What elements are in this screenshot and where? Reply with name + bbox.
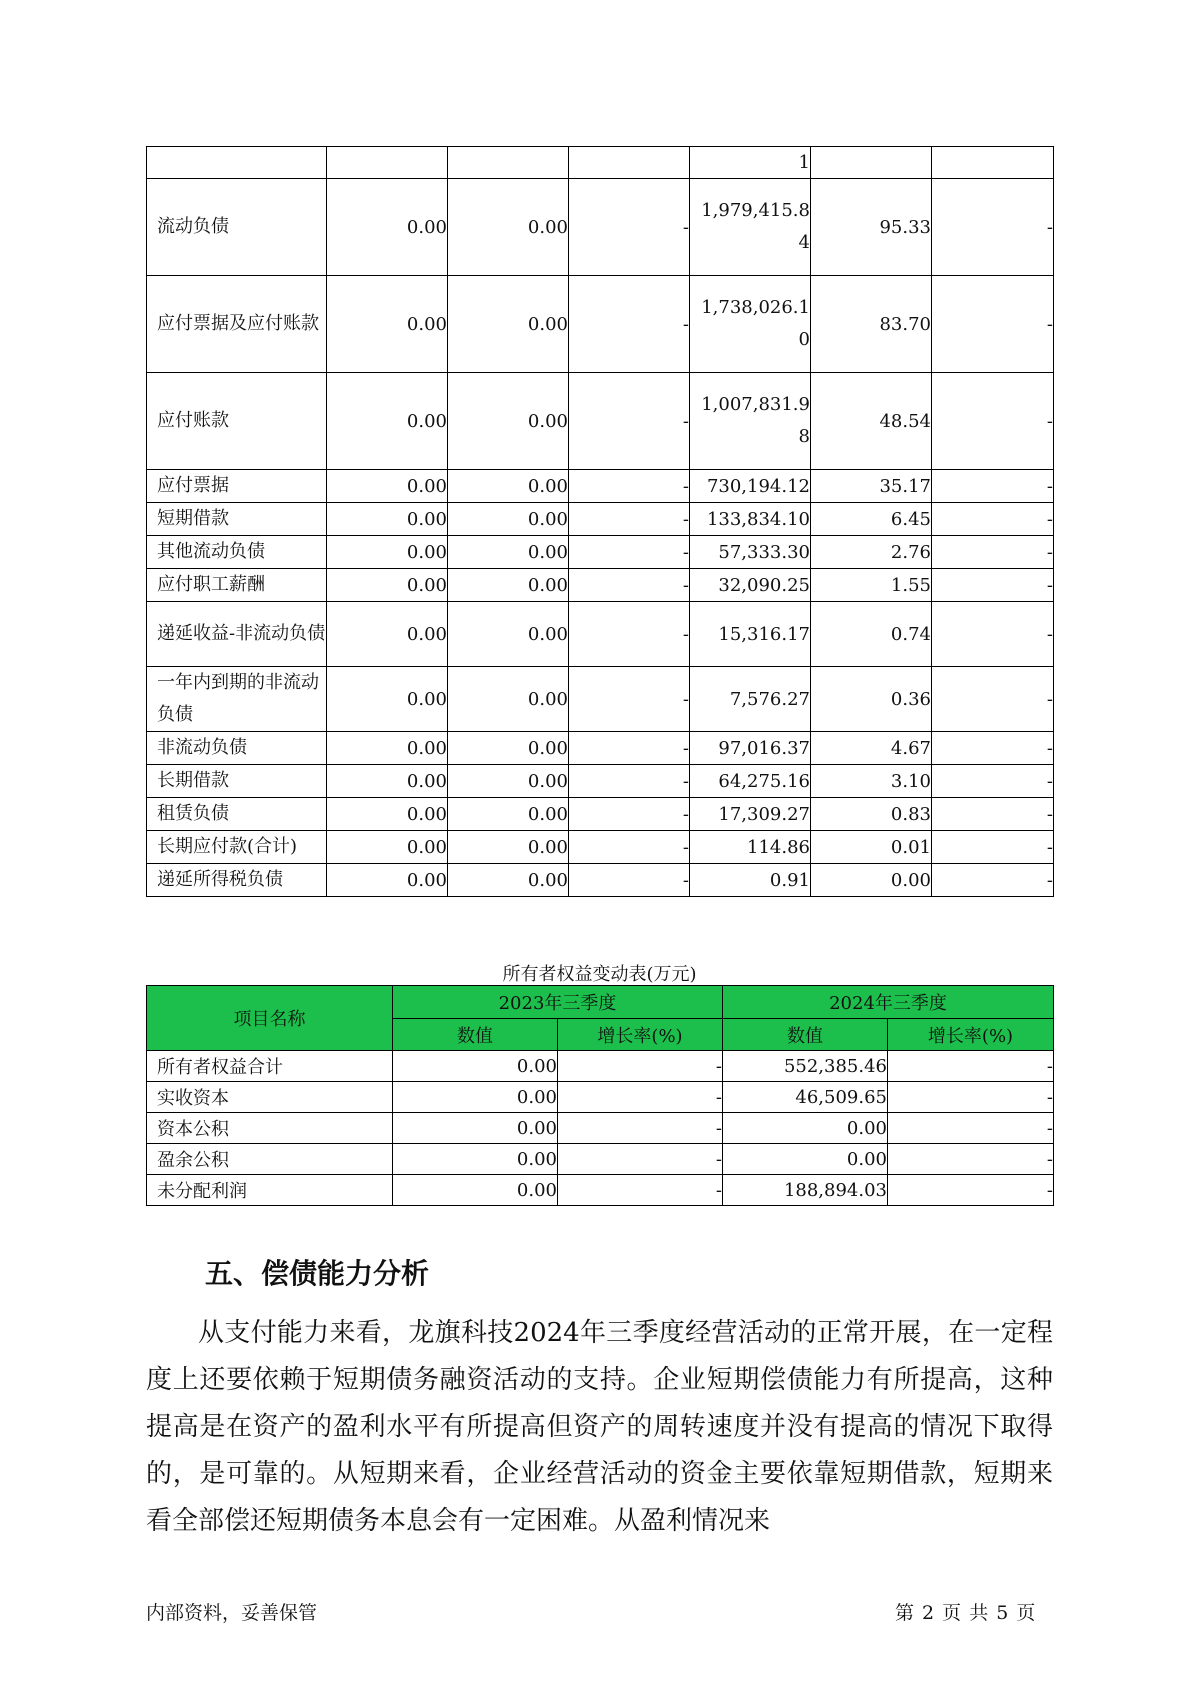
row-name: 实收资本	[147, 1082, 393, 1113]
row-name: 应付票据及应付账款	[147, 276, 327, 373]
value-2023: 0.00	[448, 732, 569, 765]
growth-2023: -	[569, 276, 690, 373]
value-2024: 15,316.17	[690, 602, 811, 667]
row-name: 未分配利润	[147, 1175, 393, 1206]
growth-2024: -	[888, 1144, 1054, 1175]
share-2024: 83.70	[811, 276, 932, 373]
table-row	[147, 602, 1054, 667]
growth-2023: -	[569, 798, 690, 831]
value-2023: 0.00	[327, 179, 448, 276]
row-name: 资本公积	[147, 1113, 393, 1144]
value-2023: 0.00	[327, 864, 448, 897]
growth-2023: -	[569, 765, 690, 798]
value-2023: 0.00	[393, 1144, 558, 1175]
value-2024: 0.91	[690, 864, 811, 897]
share-2024: 0.74	[811, 602, 932, 667]
table-row	[147, 864, 1054, 897]
table-cell: 1	[690, 147, 811, 179]
growth: -	[932, 373, 1054, 470]
value-2023: 0.00	[448, 536, 569, 569]
table-row	[147, 1144, 1054, 1175]
value-2024: 552,385.46	[723, 1051, 888, 1082]
footer-note: 内部资料，妥善保管	[146, 1602, 318, 1624]
row-name: 应付职工薪酬	[147, 569, 327, 602]
value-2024: 188,894.03	[723, 1175, 888, 1206]
growth: -	[932, 798, 1054, 831]
share-2024: 4.67	[811, 732, 932, 765]
header-growth: 增长率(%)	[558, 1019, 723, 1051]
value-2023: 0.00	[393, 1082, 558, 1113]
share-2024: 48.54	[811, 373, 932, 470]
value-2023: 0.00	[448, 798, 569, 831]
row-name: 短期借款	[147, 503, 327, 536]
value-2023: 0.00	[327, 470, 448, 503]
value-2023: 0.00	[448, 503, 569, 536]
value-2023: 0.00	[327, 276, 448, 373]
growth-2023: -	[569, 179, 690, 276]
value-2023: 0.00	[393, 1113, 558, 1144]
growth: -	[932, 831, 1054, 864]
header-period-2024: 2024年三季度	[723, 986, 1054, 1019]
value-2023: 0.00	[448, 470, 569, 503]
value-2023: 0.00	[327, 569, 448, 602]
header-growth: 增长率(%)	[888, 1019, 1054, 1051]
table-row	[147, 569, 1054, 602]
value-2024: 17,309.27	[690, 798, 811, 831]
growth: -	[932, 179, 1054, 276]
growth: -	[932, 864, 1054, 897]
row-name: 租赁负债	[147, 798, 327, 831]
table-row	[147, 1175, 1054, 1206]
growth: -	[932, 276, 1054, 373]
share-2024: 2.76	[811, 536, 932, 569]
row-name: 递延所得税负债	[147, 864, 327, 897]
table-row	[147, 732, 1054, 765]
share-2024: 95.33	[811, 179, 932, 276]
growth-2023: -	[569, 831, 690, 864]
body-paragraph: 从支付能力来看，龙旗科技2024年三季度经营活动的正常开展，在一定程度上还要依赖于短期债务融资活动的支持。企业短期偿债能力有所提高，这种提高是在资产的盈利水平有所提高但资产的周转速度并没有提高的情况下取得的，是可靠的。从短期来看，企业经营活动的资金主要依靠短期借款，短期来看全部偿还短期债务本息会有一定困难。从盈利情况来	[146, 1318, 1053, 1536]
value-2024: 114.86	[690, 831, 811, 864]
value-2024: 0.00	[723, 1113, 888, 1144]
value-2024: 1,738,026.10	[690, 276, 811, 373]
growth-2023: -	[569, 536, 690, 569]
table-row	[147, 373, 1054, 470]
growth-2023: -	[569, 667, 690, 732]
value-2023: 0.00	[448, 765, 569, 798]
row-name: 一年内到期的非流动负债	[147, 667, 327, 732]
growth: -	[932, 536, 1054, 569]
value-2023: 0.00	[327, 602, 448, 667]
value-2023: 0.00	[448, 667, 569, 732]
table-header-row	[147, 986, 1054, 1019]
value-2024: 57,333.30	[690, 536, 811, 569]
table-row	[147, 1082, 1054, 1113]
header-value: 数值	[393, 1019, 558, 1051]
table-row	[147, 536, 1054, 569]
table-row	[147, 470, 1054, 503]
growth-2023: -	[569, 569, 690, 602]
growth-2024: -	[888, 1175, 1054, 1206]
row-name: 所有者权益合计	[147, 1051, 393, 1082]
growth: -	[932, 470, 1054, 503]
growth-2024: -	[888, 1051, 1054, 1082]
growth: -	[932, 602, 1054, 667]
value-2023: 0.00	[327, 667, 448, 732]
value-2023: 0.00	[393, 1051, 558, 1082]
value-2024: 1,007,831.98	[690, 373, 811, 470]
table-row	[147, 276, 1054, 373]
growth-2023: -	[569, 732, 690, 765]
growth-2023: -	[558, 1144, 723, 1175]
value-2023: 0.00	[327, 798, 448, 831]
value-2023: 0.00	[448, 276, 569, 373]
growth-2023: -	[558, 1175, 723, 1206]
value-2023: 0.00	[327, 503, 448, 536]
row-name: 应付票据	[147, 470, 327, 503]
value-2023: 0.00	[327, 732, 448, 765]
table-row	[147, 179, 1054, 276]
growth: -	[932, 765, 1054, 798]
table-row	[147, 1051, 1054, 1082]
value-2023: 0.00	[448, 569, 569, 602]
value-2024: 1,979,415.84	[690, 179, 811, 276]
growth-2023: -	[569, 503, 690, 536]
row-name: 递延收益-非流动负债	[147, 602, 327, 667]
table-row	[147, 798, 1054, 831]
table-row	[147, 765, 1054, 798]
page-number: 第 2 页 共 5 页	[895, 1602, 1036, 1624]
value-2023: 0.00	[327, 765, 448, 798]
value-2023: 0.00	[448, 602, 569, 667]
value-2023: 0.00	[448, 179, 569, 276]
row-name: 应付账款	[147, 373, 327, 470]
share-2024: 0.83	[811, 798, 932, 831]
value-2024: 133,834.10	[690, 503, 811, 536]
share-2024: 1.55	[811, 569, 932, 602]
table-row	[147, 667, 1054, 732]
share-2024: 6.45	[811, 503, 932, 536]
growth-2023: -	[558, 1113, 723, 1144]
section-title: 五、偿债能力分析	[205, 1257, 430, 1290]
value-2023: 0.00	[393, 1175, 558, 1206]
growth-2023: -	[569, 602, 690, 667]
value-2024: 32,090.25	[690, 569, 811, 602]
value-2024: 0.00	[723, 1144, 888, 1175]
equity-table	[146, 985, 1054, 1206]
share-2024: 35.17	[811, 470, 932, 503]
row-name: 其他流动负债	[147, 536, 327, 569]
share-2024: 0.36	[811, 667, 932, 732]
growth: -	[932, 569, 1054, 602]
growth-2023: -	[569, 470, 690, 503]
row-name: 非流动负债	[147, 732, 327, 765]
value-2023: 0.00	[448, 831, 569, 864]
growth-2024: -	[888, 1082, 1054, 1113]
value-2024: 97,016.37	[690, 732, 811, 765]
row-name: 盈余公积	[147, 1144, 393, 1175]
growth-2024: -	[888, 1113, 1054, 1144]
value-2023: 0.00	[327, 373, 448, 470]
row-name: 长期借款	[147, 765, 327, 798]
row-name: 流动负债	[147, 179, 327, 276]
value-2023: 0.00	[327, 831, 448, 864]
header-period-2023: 2023年三季度	[393, 986, 723, 1019]
growth-2023: -	[569, 864, 690, 897]
value-2024: 730,194.12	[690, 470, 811, 503]
equity-table-caption: 所有者权益变动表(万元)	[502, 964, 697, 985]
share-2024: 0.01	[811, 831, 932, 864]
table-row	[147, 147, 1054, 179]
value-2024: 7,576.27	[690, 667, 811, 732]
liability-table	[146, 146, 1054, 897]
table-row	[147, 1113, 1054, 1144]
value-2023: 0.00	[448, 864, 569, 897]
growth-2023: -	[558, 1082, 723, 1113]
share-2024: 0.00	[811, 864, 932, 897]
value-2024: 64,275.16	[690, 765, 811, 798]
header-value: 数值	[723, 1019, 888, 1051]
header-item-name: 项目名称	[147, 986, 393, 1051]
value-2024: 46,509.65	[723, 1082, 888, 1113]
growth: -	[932, 667, 1054, 732]
row-name: 长期应付款(合计)	[147, 831, 327, 864]
growth-2023: -	[558, 1051, 723, 1082]
table-row	[147, 503, 1054, 536]
growth: -	[932, 503, 1054, 536]
value-2023: 0.00	[327, 536, 448, 569]
share-2024: 3.10	[811, 765, 932, 798]
growth-2023: -	[569, 373, 690, 470]
value-2023: 0.00	[448, 373, 569, 470]
table-row	[147, 831, 1054, 864]
growth: -	[932, 732, 1054, 765]
